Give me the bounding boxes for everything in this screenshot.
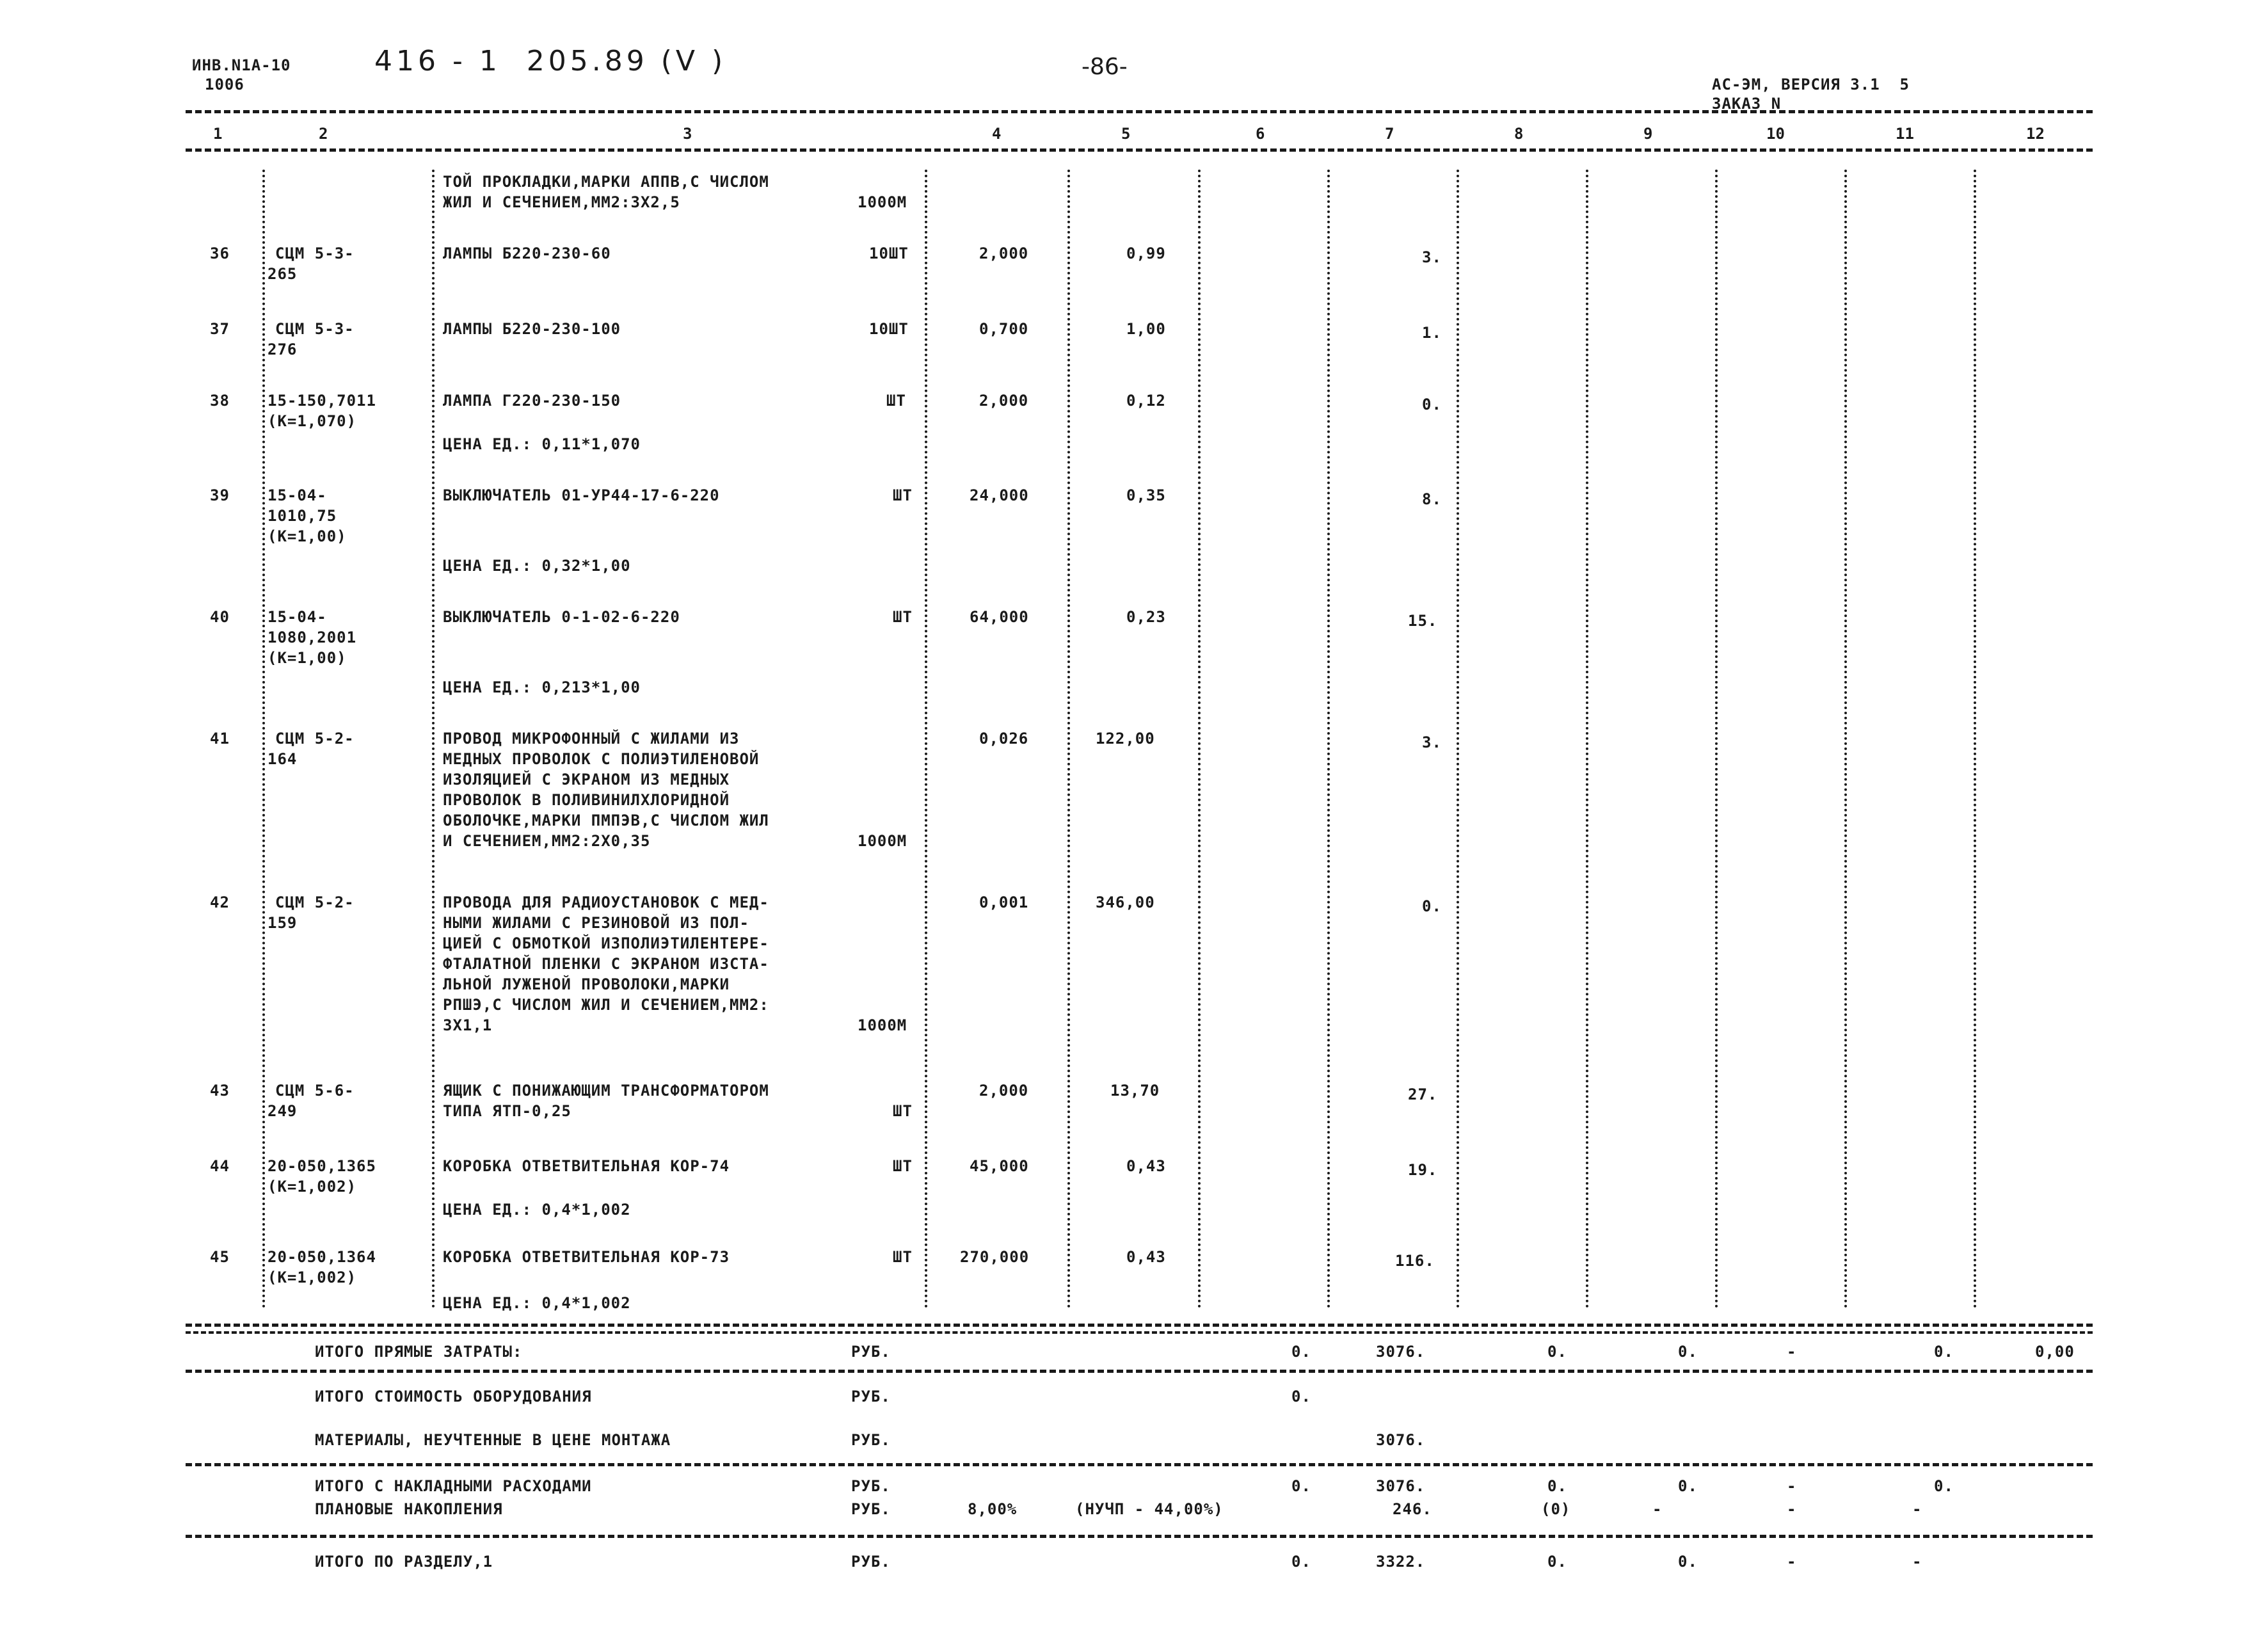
col-separator xyxy=(432,170,435,1309)
row-description: И СЕЧЕНИЕМ,ММ2:2Х0,35 xyxy=(443,832,651,850)
row-col7: 15. xyxy=(1408,612,1438,630)
row-description: ВЫКЛЮЧАТЕЛЬ 01-УР44-17-6-220 xyxy=(443,486,720,504)
row-description: РПШЭ,С ЧИСЛОМ ЖИЛ И СЕЧЕНИЕМ,ММ2: xyxy=(443,996,769,1014)
row-unit: 10ШТ xyxy=(869,320,909,338)
col-6: 6 xyxy=(1256,125,1265,143)
continuation-unit: 1000М xyxy=(858,193,907,211)
total-col11: 0. xyxy=(1934,1477,1954,1495)
row-description: ИЗОЛЯЦИЕЙ С ЭКРАНОМ ИЗ МЕДНЫХ xyxy=(443,771,730,788)
row-quantity: 2,000 xyxy=(979,244,1029,262)
total-col8: 0. xyxy=(1547,1477,1567,1495)
total-col9: - xyxy=(1652,1500,1663,1518)
col-separator xyxy=(1457,170,1459,1309)
col-separator xyxy=(1327,170,1330,1309)
row-description: НЫМИ ЖИЛАМИ С РЕЗИНОВОЙ ИЗ ПОЛ- xyxy=(443,914,749,932)
row-col7: 19. xyxy=(1408,1161,1438,1179)
total-col6: 0. xyxy=(1291,1388,1311,1405)
row-code: 15-150,7011 xyxy=(268,392,376,410)
row-quantity: 2,000 xyxy=(979,1082,1029,1100)
row-price: 122,00 xyxy=(1096,730,1155,748)
row-unit: ШТ xyxy=(893,1248,913,1266)
header-bottom-rule xyxy=(186,148,2093,152)
row-description: ОБОЛОЧКЕ,МАРКИ ПМПЭВ,С ЧИСЛОМ ЖИЛ xyxy=(443,812,769,829)
total-currency: РУБ. xyxy=(851,1343,891,1361)
total-percent: 8,00% xyxy=(968,1500,1018,1518)
row-code: 15-04- xyxy=(268,608,327,626)
total-col10: - xyxy=(1787,1343,1797,1361)
row-code: 164 xyxy=(268,750,298,768)
row-col7: 0. xyxy=(1422,897,1442,915)
row-description: МЕДНЫХ ПРОВОЛОК С ПОЛИЭТИЛЕНОВОЙ xyxy=(443,750,760,768)
total-col7: 246. xyxy=(1393,1500,1432,1518)
continuation-line: ЖИЛ И СЕЧЕНИЕМ,ММ2:3Х2,5 xyxy=(443,193,680,211)
row-col7: 1. xyxy=(1422,324,1442,342)
col-9: 9 xyxy=(1643,125,1653,143)
col-3: 3 xyxy=(683,125,692,143)
row-quantity: 0,700 xyxy=(979,320,1029,338)
row-price: 0,43 xyxy=(1126,1248,1166,1266)
total-currency: РУБ. xyxy=(851,1477,891,1495)
row-col7: 8. xyxy=(1422,490,1442,508)
totals-rule xyxy=(186,1463,2093,1466)
row-code: СЦМ 5-3- xyxy=(275,320,355,338)
row-number: 36 xyxy=(210,244,230,262)
row-code: 159 xyxy=(268,914,298,932)
totals-rule xyxy=(186,1535,2093,1538)
row-description: ЛАМПЫ Б220-230-100 xyxy=(443,320,621,338)
total-label: ИТОГО ПРЯМЫЕ ЗАТРАТЫ: xyxy=(315,1343,523,1361)
row-code: СЦМ 5-3- xyxy=(275,244,355,262)
row-unit: 10ШТ xyxy=(869,244,909,262)
col-5: 5 xyxy=(1121,125,1131,143)
row-price: 346,00 xyxy=(1096,893,1155,911)
total-col6: 0. xyxy=(1291,1343,1311,1361)
row-price: 1,00 xyxy=(1126,320,1166,338)
col-11: 11 xyxy=(1896,125,1914,143)
row-unit-price-note: ЦЕНА ЕД.: 0,4*1,002 xyxy=(443,1201,631,1219)
row-unit: 1000М xyxy=(858,1016,907,1034)
col-separator xyxy=(1198,170,1201,1309)
total-col6: 0. xyxy=(1291,1477,1311,1495)
row-price: 0,99 xyxy=(1126,244,1166,262)
total-col6: 0. xyxy=(1291,1553,1311,1571)
row-code: СЦМ 5-6- xyxy=(275,1082,355,1100)
row-code: СЦМ 5-2- xyxy=(275,730,355,748)
total-col10: - xyxy=(1787,1500,1797,1518)
col-4: 4 xyxy=(992,125,1002,143)
row-code: (К=1,002) xyxy=(268,1178,357,1196)
row-description: ФТАЛАТНОЙ ПЛЕНКИ С ЭКРАНОМ ИЗСТА- xyxy=(443,955,769,973)
row-col7: 116. xyxy=(1395,1252,1435,1270)
row-code: (К=1,00) xyxy=(268,527,347,545)
row-unit-price-note: ЦЕНА ЕД.: 0,4*1,002 xyxy=(443,1294,631,1312)
handwritten-reference: 416 - 1 205.89 (V ) xyxy=(374,45,727,77)
total-currency: РУБ. xyxy=(851,1553,891,1571)
row-code: 15-04- xyxy=(268,486,327,504)
row-description: ЛЬНОЙ ЛУЖЕНОЙ ПРОВОЛОКИ,МАРКИ xyxy=(443,975,730,993)
row-description: ЦИЕЙ С ОБМОТКОЙ ИЗПОЛИЭТИЛЕНТЕРЕ- xyxy=(443,934,769,952)
col-separator xyxy=(1844,170,1847,1309)
total-col12: 0,00 xyxy=(2035,1343,2075,1361)
row-unit-price-note: ЦЕНА ЕД.: 0,213*1,00 xyxy=(443,678,641,696)
total-col11: - xyxy=(1912,1500,1922,1518)
row-quantity: 64,000 xyxy=(970,608,1029,626)
row-code: 20-050,1364 xyxy=(268,1248,376,1266)
row-description: ТИПА ЯТП-0,25 xyxy=(443,1102,571,1120)
row-unit: ШТ xyxy=(893,1102,913,1120)
totals-rule xyxy=(186,1370,2093,1373)
row-quantity: 270,000 xyxy=(960,1248,1030,1266)
row-unit: 1000М xyxy=(858,832,907,850)
row-number: 44 xyxy=(210,1157,230,1175)
row-code: 276 xyxy=(268,340,298,358)
total-col8: 0. xyxy=(1547,1343,1567,1361)
total-currency: РУБ. xyxy=(851,1500,891,1518)
col-1: 1 xyxy=(213,125,223,143)
version-label: АС-ЭМ, ВЕРСИЯ 3.1 5 xyxy=(1712,76,1910,93)
row-code: 1080,2001 xyxy=(268,628,357,646)
row-description: 3Х1,1 xyxy=(443,1016,493,1034)
col-10: 10 xyxy=(1766,125,1785,143)
page-number: -86- xyxy=(1082,54,1128,80)
row-number: 37 xyxy=(210,320,230,338)
total-label: ИТОГО ПО РАЗДЕЛУ,1 xyxy=(315,1553,493,1571)
total-col11: - xyxy=(1912,1553,1922,1571)
row-code: 265 xyxy=(268,265,298,283)
total-col11: 0. xyxy=(1934,1343,1954,1361)
row-code: (К=1,070) xyxy=(268,412,357,430)
total-col9: 0. xyxy=(1678,1477,1698,1495)
total-label: ИТОГО СТОИМОСТЬ ОБОРУДОВАНИЯ xyxy=(315,1388,592,1405)
row-price: 0,43 xyxy=(1126,1157,1166,1175)
total-label: МАТЕРИАЛЫ, НЕУЧТЕННЫЕ В ЦЕНЕ МОНТАЖА xyxy=(315,1431,671,1449)
total-col9: 0. xyxy=(1678,1553,1698,1571)
continuation-line: ТОЙ ПРОКЛАДКИ,МАРКИ АППВ,С ЧИСЛОМ xyxy=(443,173,769,191)
row-code: 20-050,1365 xyxy=(268,1157,376,1175)
col-separator xyxy=(262,170,265,1309)
total-col10: - xyxy=(1787,1477,1797,1495)
row-number: 43 xyxy=(210,1082,230,1100)
total-col7: 3322. xyxy=(1376,1553,1426,1571)
row-col7: 27. xyxy=(1408,1085,1438,1103)
row-description: ПРОВОД МИКРОФОННЫЙ С ЖИЛАМИ ИЗ xyxy=(443,730,740,748)
row-description: ПРОВОДА ДЛЯ РАДИОУСТАНОВОК С МЕД- xyxy=(443,893,769,911)
row-unit-price-note: ЦЕНА ЕД.: 0,11*1,070 xyxy=(443,435,641,453)
inventory-number: 1006 xyxy=(205,76,244,93)
row-unit: ШТ xyxy=(886,392,906,410)
order-label: ЗАКАЗ N xyxy=(1712,95,1782,113)
row-col7: 0. xyxy=(1422,396,1442,413)
row-description: ЯЩИК С ПОНИЖАЮЩИМ ТРАНСФОРМАТОРОМ xyxy=(443,1082,769,1100)
inventory-label: ИНВ.N1А-10 xyxy=(192,56,291,74)
row-col7: 3. xyxy=(1422,248,1442,266)
total-currency: РУБ. xyxy=(851,1431,891,1449)
row-col7: 3. xyxy=(1422,733,1442,751)
row-unit: ШТ xyxy=(893,608,913,626)
row-description: КОРОБКА ОТВЕТВИТЕЛЬНАЯ КОР-73 xyxy=(443,1248,730,1266)
row-unit: ШТ xyxy=(893,486,913,504)
col-2: 2 xyxy=(319,125,328,143)
row-code: СЦМ 5-2- xyxy=(275,893,355,911)
total-col8: 0. xyxy=(1547,1553,1567,1571)
col-separator xyxy=(1715,170,1718,1309)
total-label: ПЛАНОВЫЕ НАКОПЛЕНИЯ xyxy=(315,1500,503,1518)
row-number: 41 xyxy=(210,730,230,748)
header-top-rule xyxy=(186,110,2093,113)
row-number: 45 xyxy=(210,1248,230,1266)
row-price: 0,35 xyxy=(1126,486,1166,504)
col-separator xyxy=(1586,170,1588,1309)
row-description: ЛАМПА Г220-230-150 xyxy=(443,392,621,410)
total-col7: 3076. xyxy=(1376,1431,1426,1449)
row-number: 39 xyxy=(210,486,230,504)
totals-top-rule xyxy=(186,1324,2093,1327)
col-separator xyxy=(1067,170,1070,1309)
row-description: КОРОБКА ОТВЕТВИТЕЛЬНАЯ КОР-74 xyxy=(443,1157,730,1175)
total-col7: 3076. xyxy=(1376,1477,1426,1495)
total-col7: 3076. xyxy=(1376,1343,1426,1361)
row-price: 0,23 xyxy=(1126,608,1166,626)
row-quantity: 0,026 xyxy=(979,730,1029,748)
row-number: 38 xyxy=(210,392,230,410)
col-12: 12 xyxy=(2026,125,2045,143)
row-code: (К=1,00) xyxy=(268,649,347,667)
col-8: 8 xyxy=(1514,125,1524,143)
col-separator xyxy=(925,170,927,1309)
row-quantity: 45,000 xyxy=(970,1157,1029,1175)
row-description: ПРОВОЛОК В ПОЛИВИНИЛХЛОРИДНОЙ xyxy=(443,791,730,809)
total-col10: - xyxy=(1787,1553,1797,1571)
total-col8: (0) xyxy=(1541,1500,1571,1518)
row-number: 40 xyxy=(210,608,230,626)
totals-top-rule xyxy=(186,1331,2093,1334)
row-quantity: 0,001 xyxy=(979,893,1029,911)
col-7: 7 xyxy=(1385,125,1394,143)
row-code: (К=1,002) xyxy=(268,1269,357,1286)
total-col9: 0. xyxy=(1678,1343,1698,1361)
row-description: ВЫКЛЮЧАТЕЛЬ 0-1-02-6-220 xyxy=(443,608,680,626)
row-description: ЛАМПЫ Б220-230-60 xyxy=(443,244,611,262)
total-label: ИТОГО С НАКЛАДНЫМИ РАСХОДАМИ xyxy=(315,1477,592,1495)
row-code: 249 xyxy=(268,1102,298,1120)
row-quantity: 24,000 xyxy=(970,486,1029,504)
total-percent-note: (НУЧП - 44,00%) xyxy=(1075,1500,1224,1518)
row-code: 1010,75 xyxy=(268,507,337,525)
col-separator xyxy=(1974,170,1976,1309)
row-price: 13,70 xyxy=(1110,1082,1160,1100)
row-unit: ШТ xyxy=(893,1157,913,1175)
total-currency: РУБ. xyxy=(851,1388,891,1405)
row-unit-price-note: ЦЕНА ЕД.: 0,32*1,00 xyxy=(443,557,631,575)
row-price: 0,12 xyxy=(1126,392,1166,410)
row-number: 42 xyxy=(210,893,230,911)
row-quantity: 2,000 xyxy=(979,392,1029,410)
